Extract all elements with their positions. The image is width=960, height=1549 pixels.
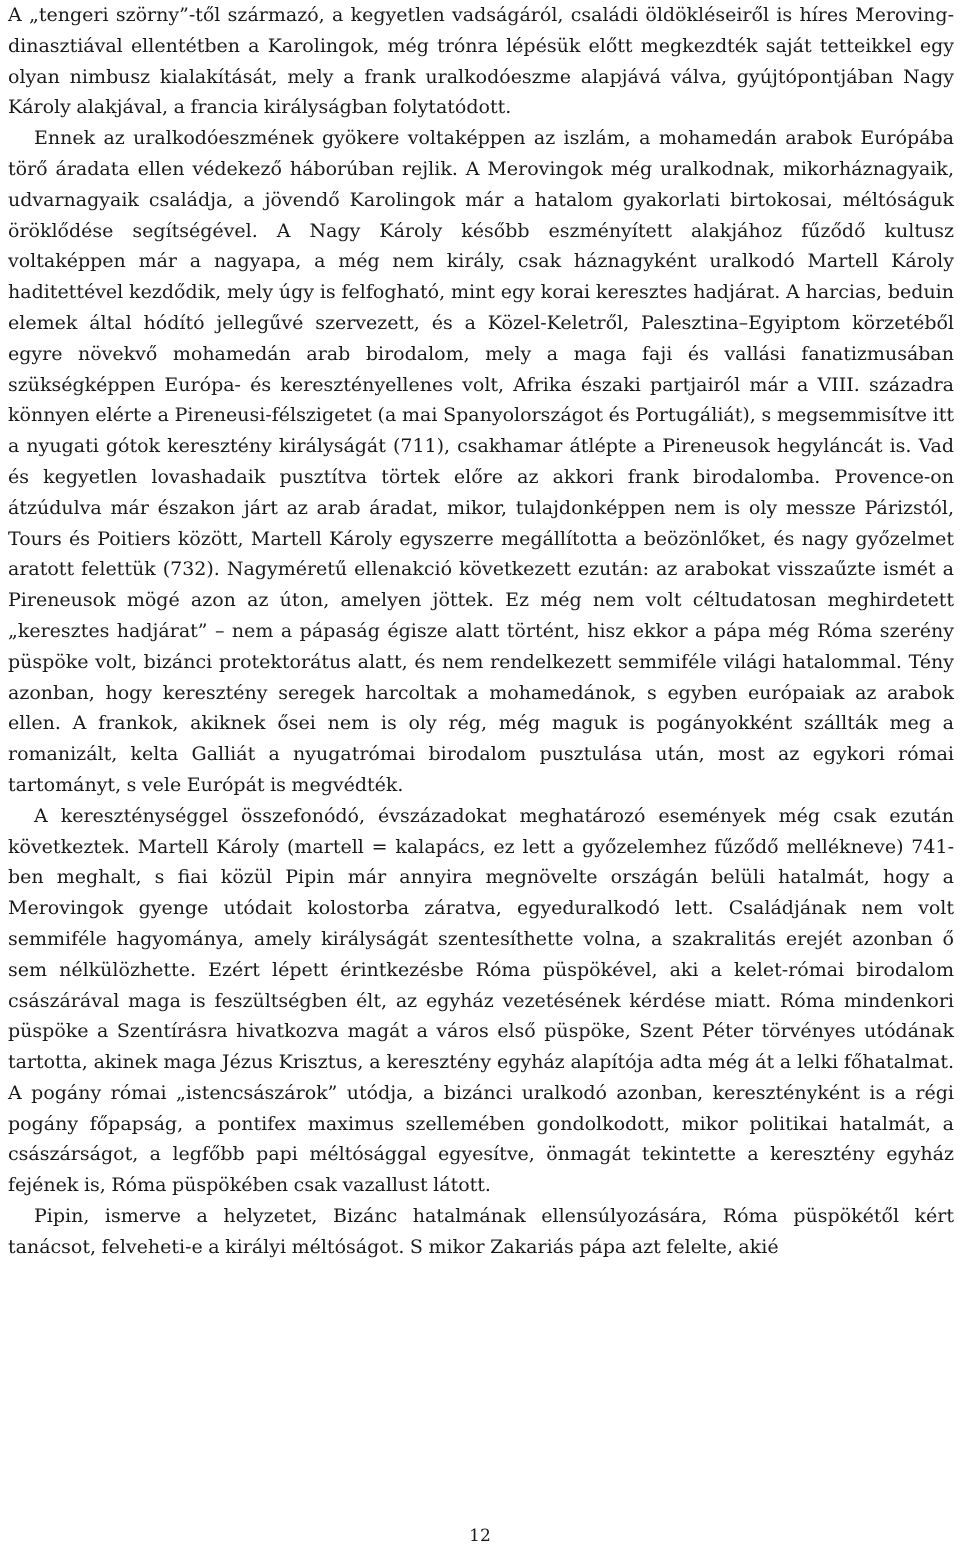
paragraph-2: Ennek az uralkodóeszmének gyökere voltaképpen az iszlám, a mohamedán arabok Európába törő áradata ellen védekező háborúban rejlik. A Merovingok még uralkodnak, mikorháznagyaik, udvarnagyaik családja, a jövendő Karolingok már a hatalom gyakorlati birtokosai, méltóságuk öröklődése segítségével. A Nagy Károly később eszményített alakjához fűződő kultusz voltaképpen már a nagyapa, a még nem király, csak háznagyként uralkodó Martell Károly haditettével kezdődik, mely úgy is felfogható, mint egy korai keresztes hadjárat. A harcias, beduin elemek által hódító jellegűvé szervezett, és a Közel-Keletről, Palesztina–Egyiptom körzetéből egyre növekvő mohamedán arab birodalom, mely a maga faji és vallási fanatizmusában szükségképpen Európa- és keresztényellenes volt, Afrika északi partjairól már a VIII. századra könnyen elérte a Pireneusi-félszigetet (a mai Spanyolországot és Portugáliát), s megsemmisítve itt a nyugati gótok keresztény királyságát (711), csakhamar átlépte a Pireneusok hegyláncát is. Vad és kegyetlen lovashadaik pusztítva törtek előre az akkori frank birodalomba. Provence-on átzúdulva már északon járt az arab áradat, mikor, tulajdonképpen nem is oly messze Párizstól, Tours és Poitiers között, Martell Károly egyszerre megállította a beözönlőket, és nagy győzelmet aratott felettük (732). Nagyméretű ellenakció következett ezután: az arabokat visszaűzte ismét a Pireneusok mögé azon az úton, amelyen jöttek. Ez még nem volt céltudatosan meghirdetett „keresztes hadjárat” – nem a pápaság égisze alatt történt, hisz ekkor a pápa még Róma szerény püspöke volt, bizánci protektorátus alatt, és nem rendelkezett semmiféle világi hatalommal. Tény azonban, hogy keresztény seregek harcoltak a mohamedánok, s egyben európaiak az arabok ellen. A frankok, akiknek ősei nem is oly rég, még maguk is pogányokként szállták meg a romanizált, kelta Galliát a nyugatrómai birodalom pusztulása után, most az egykori római tartományt, s vele Európát is megvédték. — [8, 127, 954, 796]
document-page — [8, 0, 954, 1263]
paragraph-4: Pipin, ismerve a helyzetet, Bizánc hatalmának ellensúlyozására, Róma püspökétől kért tanácsot, felveheti-e a királyi méltóságot. S mikor Zakariás pápa azt felelte, akié — [8, 1205, 954, 1258]
paragraph-3: A kereszténységgel összefonódó, évszázadokat meghatározó események még csak ezután következtek. Martell Károly (martell = kalapács, ez lett a győzelemhez fűződő mellékneve) 741-ben meghalt, s fiai közül Pipin már annyira megnövelte országán belüli hatalmát, hogy a Merovingok gyenge utódait kolostorba záratva, egyeduralkodó lett. Családjának nem volt semmiféle hagyománya, amely királyságát szentesíthette volna, a szakralitás erejét azonban ő sem nélkülözhette. Ezért lépett érintkezésbe Róma püspökével, aki a kelet-római birodalom császárával maga is feszültségben élt, az egyház vezetésének kérdése miatt. Róma mindenkori püspöke a Szentírásra hivatkozva magát a város első püspöke, Szent Péter törvényes utódának tartotta, akinek maga Jézus Krisztus, a keresztény egyház alapítója adta még át a lelki főhatalmat. A pogány római „istencsászárok” utódja, a bizánci uralkodó azonban, keresztényként is a régi pogány főpapság, a pontifex maximus szellemében gondolkodott, mikor politikai hatalmát, a császárságot, a legfőbb papi méltósággal egyesítve, önmagát tekintette a keresztény egyház fejének is, Róma püspökében csak vazallust látott. — [8, 804, 954, 1197]
page-number: 12 — [469, 1526, 491, 1546]
paragraph-1: A „tengeri szörny”-től származó, a kegyetlen vadságáról, családi öldökléseiről is híres Meroving-dinasztiával ellentétben a Karolingok, még trónra lépésük előtt megkezdték saját tetteikkel egy olyan nimbusz kialakítását, mely a frank uralkodóeszme alapjává válva, gyújtópontjában Nagy Károly alakjával, a francia királyságban folytatódott. — [8, 4, 954, 119]
